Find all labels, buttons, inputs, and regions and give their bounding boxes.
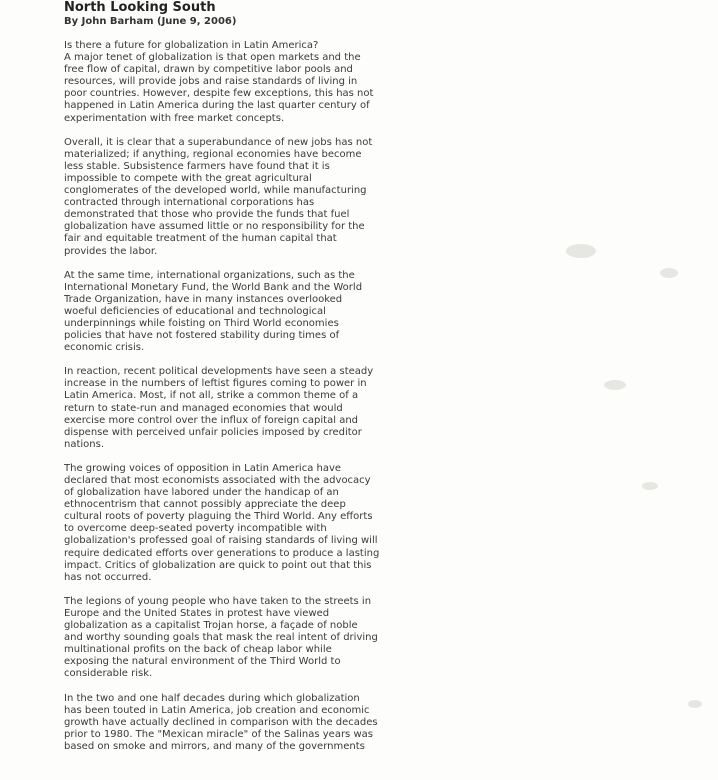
scan-speck: [642, 482, 658, 490]
paragraph-7: In the two and one half decades during which globalization has been touted in Latin America, job creation and economic growth have actually declined in comparison with the decades prior to 1980. The "Mexican miracle" of the Salinas years was based on smoke and mirrors, and many of the governments: [64, 692, 378, 752]
article-header: [64, 0, 236, 29]
scan-speck: [566, 244, 596, 258]
article-byline: By John Barham (June 9, 2006): [64, 16, 237, 27]
paragraph-3: At the same time, international organizations, such as the International Monetary Fund, the World Bank and the World Trade Organization, have in many instances overlooked woeful deficiencies of educational and technological underpinnings while foisting on Third World economies policies that have not fostered stability during times of economic crisis.: [64, 269, 363, 354]
paragraph-1: Is there a future for globalization in Latin America? A major tenet of globalization is that open markets and the free flow of capital, drawn by competitive labor pools and resources, will provide jobs and raise standards of living in poor countries. However, despite few exceptions, this has not happened in Latin America during the last quarter century of experimentation with free market concepts.: [64, 40, 374, 124]
scan-speck: [660, 268, 678, 278]
paragraph-6: The legions of young people who have taken to the streets in Europe and the United States in protest have viewed globalization as a capitalist Trojan horse, a façade of noble and worthy sounding goals that mask the real intent of driving multinational profits on the back of cheap labor while exposing the natural environment of the Third World to considerable risk.: [64, 595, 378, 680]
paragraph-2: Overall, it is clear that a superabundance of new jobs has not materialized; if anything, regional economies have become less stable. Subsistence farmers have found that it is impossible to compete with the great agricultural conglomerates of the developed world, while manufacturing contracted through international corporations has demonstrated that those who provide the funds that fuel globalization have assumed little or no responsibility for the fair and equitable treatment of the human capital that provides the labor.: [64, 136, 373, 257]
scan-speck: [688, 700, 702, 708]
article-body: [64, 40, 394, 765]
paragraph-4: In reaction, recent political developments have seen a steady increase in the numbers of leftist figures coming to power in Latin America. Most, if not all, strike a common theme of a return to state-run and managed economies that would exercise more control over the influx of foreign capital and dispense with perceived unfair policies imposed by creditor nations.: [64, 366, 374, 450]
paragraph-5: The growing voices of opposition in Latin America have declared that most economists associated with the advocacy of globalization have labored under the handicap of an ethnocentrism that cannot possibly appreciate the deep cultural roots of poverty plaguing the Third World. Any efforts to overcome deep-seated poverty incompatible with globalization's professed goal of raising standards of living will require dedicated efforts over generations to produce a lasting impact. Critics of globalization are quick to point out that this has not occurred.: [64, 462, 380, 583]
scan-speck: [604, 380, 626, 390]
article-title: North Looking South: [64, 0, 216, 15]
